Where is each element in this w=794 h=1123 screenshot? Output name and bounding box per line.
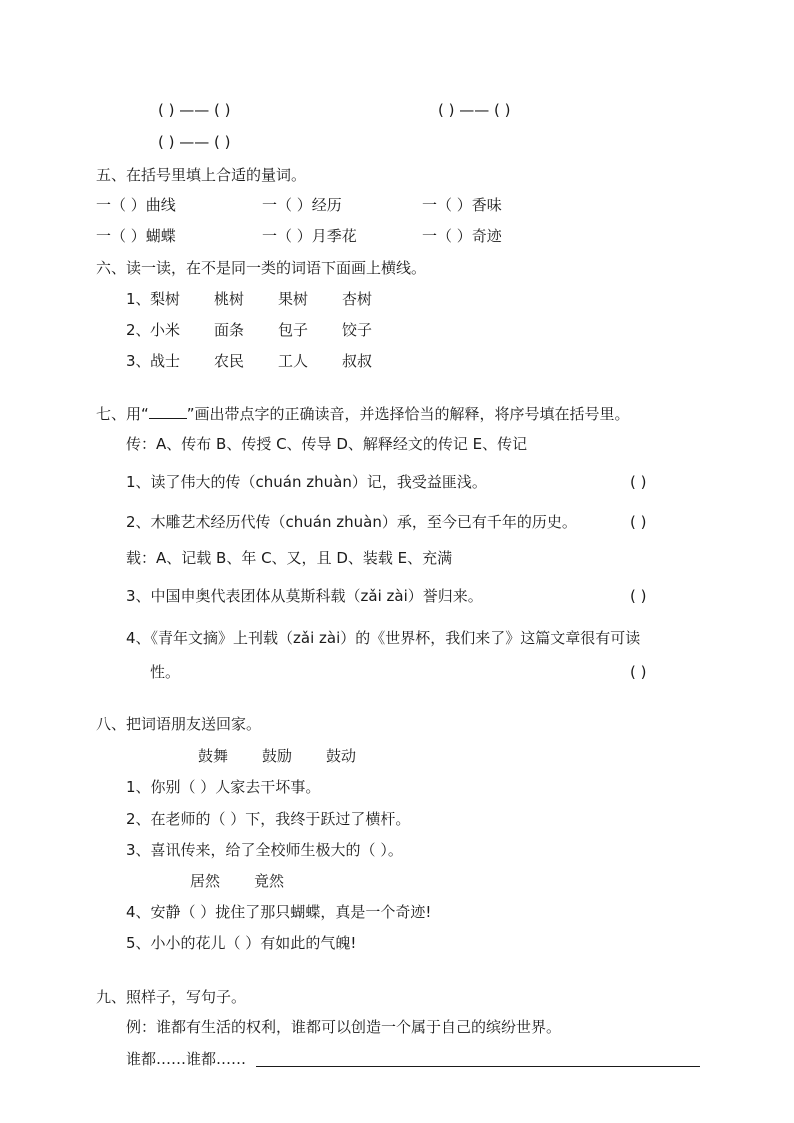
pair-row1-right: ( ) —— ( )	[438, 101, 511, 119]
word: 桃树	[214, 290, 245, 308]
zai-options: 载：A、记载 B、年 C、又，且 D、装载 E、充满	[126, 549, 453, 567]
measure-item: 一（ ）蝴蝶	[96, 227, 176, 245]
word: 面条	[214, 321, 245, 339]
word-choice: 鼓励	[262, 747, 293, 765]
pair-row2-left: ( ) —— ( )	[158, 133, 231, 151]
row-number: 2、	[126, 321, 151, 339]
answer-line[interactable]	[256, 1066, 700, 1067]
measure-item: 一（ ）奇迹	[422, 227, 502, 245]
question-4: 4、《青年文摘》上刊载（zǎi zài）的《世界杯，我们来了》这篇文章很有可读	[126, 629, 641, 647]
section9-title: 九、照样子，写句子。	[96, 988, 247, 1006]
answer-blank[interactable]: ( )	[630, 587, 647, 605]
measure-item: 一（ ）月季花	[262, 227, 357, 245]
fill-question-5: 5、小小的花儿（ ）有如此的气魄!	[126, 934, 357, 952]
word-choice: 鼓动	[326, 747, 357, 765]
section7-title-post: ”画出带点字的正确读音，并选择恰当的解释，将序号填在括号里。	[186, 405, 630, 423]
word: 杏树	[342, 290, 373, 308]
measure-item: 一（ ）经历	[262, 196, 342, 214]
answer-blank[interactable]: ( )	[630, 473, 647, 491]
section8-title: 八、把词语朋友送回家。	[96, 715, 262, 733]
question-2: 2、木雕艺术经历代传（chuán zhuàn）承，至今已有千年的历史。	[126, 513, 577, 531]
row-number: 3、	[126, 352, 151, 370]
question-4-cont: 性。	[150, 663, 181, 681]
word: 叔叔	[342, 352, 373, 370]
example-sentence: 例：谁都有生活的权利，谁都可以创造一个属于自己的缤纷世界。	[126, 1018, 562, 1036]
word-choice: 居然	[190, 872, 221, 890]
section6-title: 六、读一读，在不是同一类的词语下面画上横线。	[96, 259, 427, 277]
word: 小米	[150, 321, 181, 339]
row-number: 1、	[126, 290, 151, 308]
word: 战士	[150, 352, 181, 370]
word-choice: 竟然	[254, 872, 285, 890]
sentence-prompt: 谁都……谁都……	[126, 1050, 247, 1068]
fill-question-1: 1、你别（ ）人家去干坏事。	[126, 778, 321, 796]
section5-title: 五、在括号里填上合适的量词。	[96, 166, 307, 184]
word: 工人	[278, 352, 309, 370]
measure-item: 一（ ）曲线	[96, 196, 176, 214]
word: 包子	[278, 321, 309, 339]
word: 饺子	[342, 321, 373, 339]
measure-item: 一（ ）香味	[422, 196, 502, 214]
fill-question-2: 2、在老师的（ ）下，我终于跃过了横杆。	[126, 810, 411, 828]
question-1: 1、读了伟大的传（chuán zhuàn）记，我受益匪浅。	[126, 473, 487, 491]
answer-blank[interactable]: ( )	[630, 663, 647, 681]
chuan-options: 传：A、传布 B、传授 C、传导 D、解释经文的传记 E、传记	[126, 435, 528, 453]
word: 果树	[278, 290, 309, 308]
underline-sample	[149, 404, 187, 419]
word-choice: 鼓舞	[198, 747, 229, 765]
question-3: 3、中国申奥代表团体从莫斯科载（zǎi zài）誉归来。	[126, 587, 483, 605]
fill-question-3: 3、喜讯传来，给了全校师生极大的（ ）。	[126, 841, 403, 859]
fill-question-4: 4、安静（ ）拢住了那只蝴蝶，真是一个奇迹!	[126, 903, 432, 921]
word: 梨树	[150, 290, 181, 308]
answer-blank[interactable]: ( )	[630, 513, 647, 531]
word: 农民	[214, 352, 245, 370]
section7-title	[96, 404, 630, 424]
pair-row1-left: ( ) —— ( )	[158, 101, 231, 119]
section7-title-pre: 七、用“	[96, 405, 149, 423]
